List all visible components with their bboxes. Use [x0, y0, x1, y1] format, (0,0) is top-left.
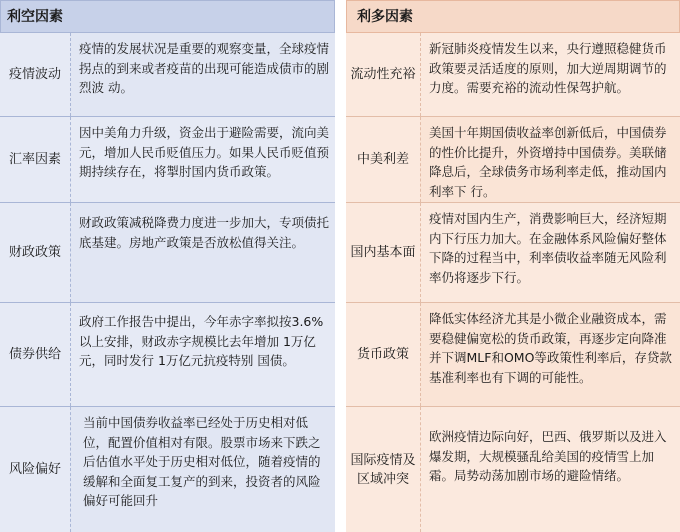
bullish-row: [346, 33, 680, 117]
factor-category: 财政政策: [8, 245, 61, 260]
factor-category: 中美利差: [356, 152, 409, 167]
factor-category: 国内基本面: [350, 245, 416, 260]
factor-category: 货币政策: [356, 347, 409, 362]
bearish-factors-panel: [0, 0, 335, 532]
factor-description: 财政政策减税降费力度进一步加大，专项债托底基建。房地产政策是否放松值得关注。: [70, 203, 335, 302]
bullish-row: [346, 303, 680, 407]
factor-description: 政府工作报告中提出，今年赤字率拟按3.6%以上安排，财政赤字规模比去年增加 1万亿元，同时发行 1万亿元抗疫特别 国债。: [70, 303, 335, 406]
factor-category: 风险偏好: [8, 462, 61, 477]
bullish-row: [346, 407, 680, 532]
bearish-row: [0, 33, 335, 117]
factor-category: 汇率因素: [8, 152, 61, 167]
factor-description: 新冠肺炎疫情发生以来，央行遵照稳健货币政策要灵活适度的原则，加大逆周期调节的力度。需要充裕的流动性保驾护航。: [420, 33, 680, 116]
factor-description: 因中美角力升级，资金出于避险需要，流向美元，增加人民币贬值压力。如果人民币贬值预期持续存在，将掣肘国内货币政策。: [70, 117, 335, 202]
factor-description: 当前中国债券收益率已经处于历史相对低位，配置价值相对有限。股票市场来下跌之后估值水平处于历史相对低位，随着疫情的缓解和全面复工复产的到来，投资者的风险偏好可能回升: [70, 407, 335, 532]
bullish-factors-panel: [346, 0, 680, 532]
factor-description: 降低实体经济尤其是小微企业融资成本，需要稳健偏宽松的货币政策，再逐步定向降准并下调MLF和OMO等政策性利率后，存贷款基准利率也有下调的可能性。: [420, 303, 680, 406]
factor-description: 欧洲疫情边际向好，巴西、俄罗斯以及进入爆发期，大规模骚乱给美国的疫情雪上加霜。局势动荡加剧市场的避险情绪。: [420, 407, 680, 532]
panel-gap: [335, 0, 346, 532]
bullish-row: [346, 203, 680, 303]
bearish-row: [0, 117, 335, 203]
factor-category: 流动性充裕: [350, 67, 416, 82]
factor-description: 疫情的发展状况是重要的观察变量，全球疫情拐点的到来或者疫苗的出现可能造成债市的剧烈波 动。: [70, 33, 335, 116]
bearish-factors-header: 利空因素: [0, 0, 335, 33]
factor-category: 疫情波动: [8, 67, 61, 82]
factor-description: 美国十年期国债收益率创新低后，中国债券的性价比提升，外资增持中国债券。美联储降息后，全球债务市场利率走低，推动国内利率下 行。: [420, 117, 680, 202]
bearish-row: [0, 303, 335, 407]
factor-description: 疫情对国内生产，消费影响巨大，经济短期内下行压力加大。在金融体系风险偏好整体下降的过程当中，利率债收益率随无风险利 率仍将逐步下行。: [420, 203, 680, 302]
bullish-row: [346, 117, 680, 203]
factor-category: 债券供给: [8, 347, 61, 362]
bearish-row: [0, 203, 335, 303]
bullish-factors-header: 利多因素: [346, 0, 680, 33]
factor-category: 国际疫情及区域冲突: [350, 452, 416, 487]
bearish-row: [0, 407, 335, 532]
